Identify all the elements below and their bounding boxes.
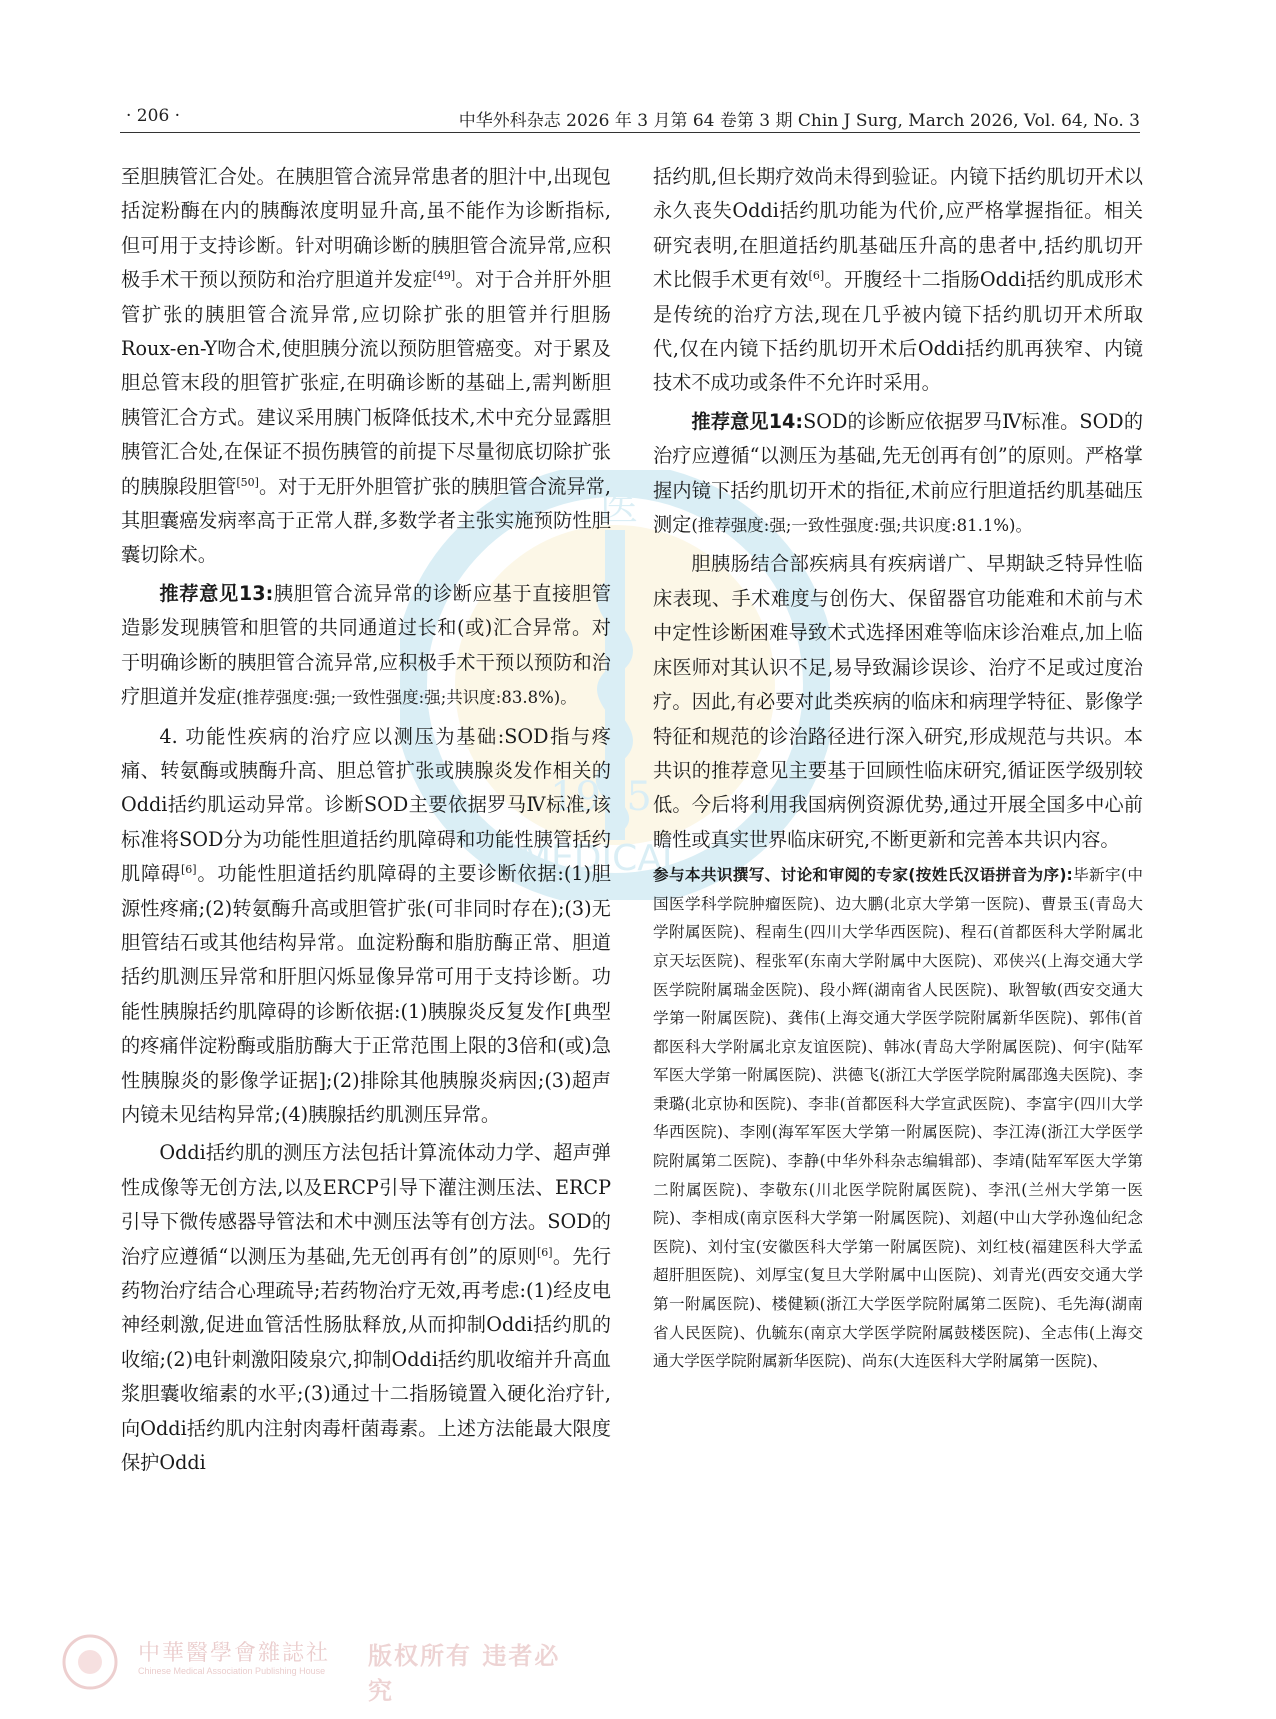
recommendation-grade: (推荐强度:强;一致性强度:强;共识度:83.8%)。 bbox=[236, 688, 577, 708]
right-column bbox=[653, 160, 1143, 1376]
header-rule bbox=[120, 132, 1140, 133]
watermark-char: 医 bbox=[600, 485, 639, 529]
paragraph: 胆胰肠结合部疾病具有疾病谱广、早期缺乏特异性临床表现、手术难度与创伤大、保留器官功能难和术前与术中定性诊断困难导致术式选择困难等临床诊治难点,加上临床医师对其认识不足,易导致漏诊误诊、治疗不足或过度治疗。因此,有必要对此类疾病的临床和病理学特征、影像学特征和规范的诊治路径进行深入研究,形成规范与共识。本共识的推荐意见主要基于回顾性临床研究,循证医学级别较低。今后将利用我国病例资源优势,通过开展全国多中心前瞻性或真实世界临床研究,不断更新和完善本共识内容。 bbox=[653, 552, 1143, 851]
citation[interactable]: [6] bbox=[537, 1245, 553, 1259]
left-column bbox=[121, 160, 611, 1480]
expert-list: 参与本共识撰写、讨论和审阅的专家(按姓氏汉语拼音为序):毕新宇(中国医学科学院肿瘤医院)、边大鹏(北京大学第一医院)、曹景玉(青岛大学附属医院)、程南生(四川大学华西医院)、程石(首都医科大学附属北京天坛医院)、程张军(东南大学附属中大医院)、邓侠兴(上海交通大学医学院附属瑞金医院)、段小辉(湖南省人民医院)、耿智敏(西安交通大学第一附属医院)、龚伟(上海交通大学医学院附属新华医院)、郭伟(首都医科大学附属北京友谊医院)、韩冰(青岛大学附属医院)、何宇(陆军军医大学第一附属医院)、洪德飞(浙江大学医学院附属邵逸夫医院)、李秉璐(北京协和医院)、李非(首都医科大学宣武医院)、李富宇(四川大学华西医院)、李刚(海军军医大学第一附属医院)、李江涛(浙江大学医学院附属第二医院)、李静(中华外科杂志编辑部)、李靖(陆军军医大学第二附属医院)、李敬东(川北医学院附属医院)、李汛(兰州大学第一医院)、李相成(南京医科大学第一附属医院)、刘超(中山大学孙逸仙纪念医院)、刘付宝(安徽医科大学第一附属医院)、刘红枝(福建医科大学孟超肝胆医院)、刘厚宝(复旦大学附属中山医院)、刘青光(西安交通大学第一附属医院)、楼健颖(浙江大学医学院附属第二医院)、毛先海(湖南省人民医院)、仇毓东(南京大学医学院附属鼓楼医院)、全志伟(上海交通大学医学院附属新华医院)、尚东(大连医科大学附属第一医院)、 bbox=[653, 866, 1143, 1371]
copyright-stamp: 版权所有 违者必究 bbox=[368, 1642, 561, 1705]
recommendation-14: 推荐意见14:SOD的诊断应依据罗马Ⅳ标准。SOD的治疗应遵循“以测压为基础,先无创再有创”的原则。严格掌握内镜下括约肌切开术的指征,术前应行胆道括约肌基础压测定(推荐强度:强;一致性强度:强;共识度:81.1%)。 bbox=[653, 409, 1144, 537]
recommendation-13: 推荐意见13:胰胆管合流异常的诊断应基于直接胆管造影发现胰管和胆管的共同通道过长和(或)汇合异常。对于明确诊断的胰胆管合流异常,应积极手术干预以预防和治疗胆道并发症(推荐强度:强;一致性强度:强;共识度:83.8%)。 bbox=[121, 581, 612, 709]
publisher-name: 中華醫學會雜誌社 bbox=[138, 1641, 331, 1666]
watermark-text: MEDICAL bbox=[520, 838, 682, 879]
running-header bbox=[120, 104, 1140, 130]
citation[interactable]: [6] bbox=[181, 863, 197, 877]
journal-citation: 中华外科杂志 2026 年 3 月第 64 卷第 3 期 Chin J Surg, March 2026, Vol. 64, No. 3 bbox=[458, 111, 1140, 131]
recommendation-label: 推荐意见14: bbox=[691, 409, 804, 433]
recommendation-label: 推荐意见13: bbox=[159, 581, 274, 605]
publisher-watermark bbox=[60, 1632, 580, 1705]
paragraph: 至胆胰管汇合处。在胰胆管合流异常患者的胆汁中,出现包括淀粉酶在内的胰酶浓度明显升高,虽不能作为诊断指标,但可用于支持诊断。针对明确诊断的胰胆管合流异常,应积极手术干预以预防和治疗胆道并发症[49]。对于合并肝外胆管扩张的胰胆管合流异常,应切除扩张的胆管并行胆肠Roux-en-Y吻合术,使胆胰分流以预防胆管癌变。对于累及胆总管末段的胆管扩张症,在明确诊断的基础上,需判断胆胰管汇合方式。建议采用胰门板降低技术,术中充分显露胆胰管汇合处,在保证不损伤胰管的前提下尽量彻底切除扩张的胰腺段胆管[50]。对于无肝外胆管扩张的胰胆管合流异常,其胆囊癌发病率高于正常人群,多数学者主张实施预防性胆囊切除术。 bbox=[121, 165, 612, 567]
citation[interactable]: [49] bbox=[432, 269, 456, 283]
citation[interactable]: [6] bbox=[808, 269, 825, 283]
paragraph: Oddi括约肌的测压方法包括计算流体动力学、超声弹性成像等无创方法,以及ERCP引导下灌注测压法、ERCP引导下微传感器导管法和术中测压法等有创方法。SOD的治疗应遵循“以测压为基础,先无创再有创”的原则[6]。先行药物治疗结合心理疏导;若药物治疗无效,再考虑:(1)经皮电神经刺激,促进血管活性肠肽释放,从而抑制Oddi括约肌的收缩;(2)电针刺激阳陵泉穴,抑制Oddi括约肌收缩并升高血浆胆囊收缩素的水平;(3)通过十二指肠镜置入硬化治疗针,向Oddi括约肌内注射肉毒杆菌毒素。上述方法能最大限度保护Oddi bbox=[121, 1141, 612, 1475]
page-number: · 206 · bbox=[126, 106, 181, 126]
recommendation-grade: (推荐强度:强;一致性强度:强;共识度:81.1%)。 bbox=[691, 516, 1032, 536]
publisher-name-en: Chinese Medical Association Publishing House bbox=[138, 1666, 326, 1676]
expert-list-label: 参与本共识撰写、讨论和审阅的专家(按姓氏汉语拼音为序): bbox=[653, 866, 1073, 885]
paragraph: 括约肌,但长期疗效尚未得到验证。内镜下括约肌切开术以永久丧失Oddi括约肌功能为代价,应严格掌握指征。相关研究表明,在胆道括约肌基础压升高的患者中,括约肌切开术比假手术更有效[6]。开腹经十二指肠Oddi括约肌成形术是传统的治疗方法,现在几乎被内镜下括约肌切开术所取代,仅在内镜下括约肌切开术后Oddi括约肌再狭窄、内镜技术不成功或条件不允许时采用。 bbox=[653, 165, 1144, 395]
paragraph: 4. 功能性疾病的治疗应以测压为基础:SOD指与疼痛、转氨酶或胰酶升高、胆总管扩张或胰腺炎发作相关的Oddi括约肌运动异常。诊断SOD主要依据罗马Ⅳ标准,该标准将SOD分为功能性胆道括约肌障碍和功能性胰管括约肌障碍[6]。功能性胆道括约肌障碍的主要诊断依据:(1)胆源性疼痛;(2)转氨酶升高或胆管扩张(可非同时存在);(3)无胆管结石或其他结构异常。血淀粉酶和脂肪酶正常、胆道括约肌测压异常和肝胆闪烁显像异常可用于支持诊断。功能性胰腺括约肌障碍的诊断依据:(1)胰腺炎反复发作[典型的疼痛伴淀粉酶或脂肪酶大于正常范围上限的3倍和(或)急性胰腺炎的影像学证据];(2)排除其他胰腺炎病因;(3)超声内镜未见结构异常;(4)胰腺括约肌测压异常。 bbox=[121, 724, 611, 1126]
publisher-logo-icon bbox=[60, 1632, 120, 1692]
citation[interactable]: [50] bbox=[236, 475, 259, 489]
watermark-year: 1915 bbox=[550, 774, 652, 820]
